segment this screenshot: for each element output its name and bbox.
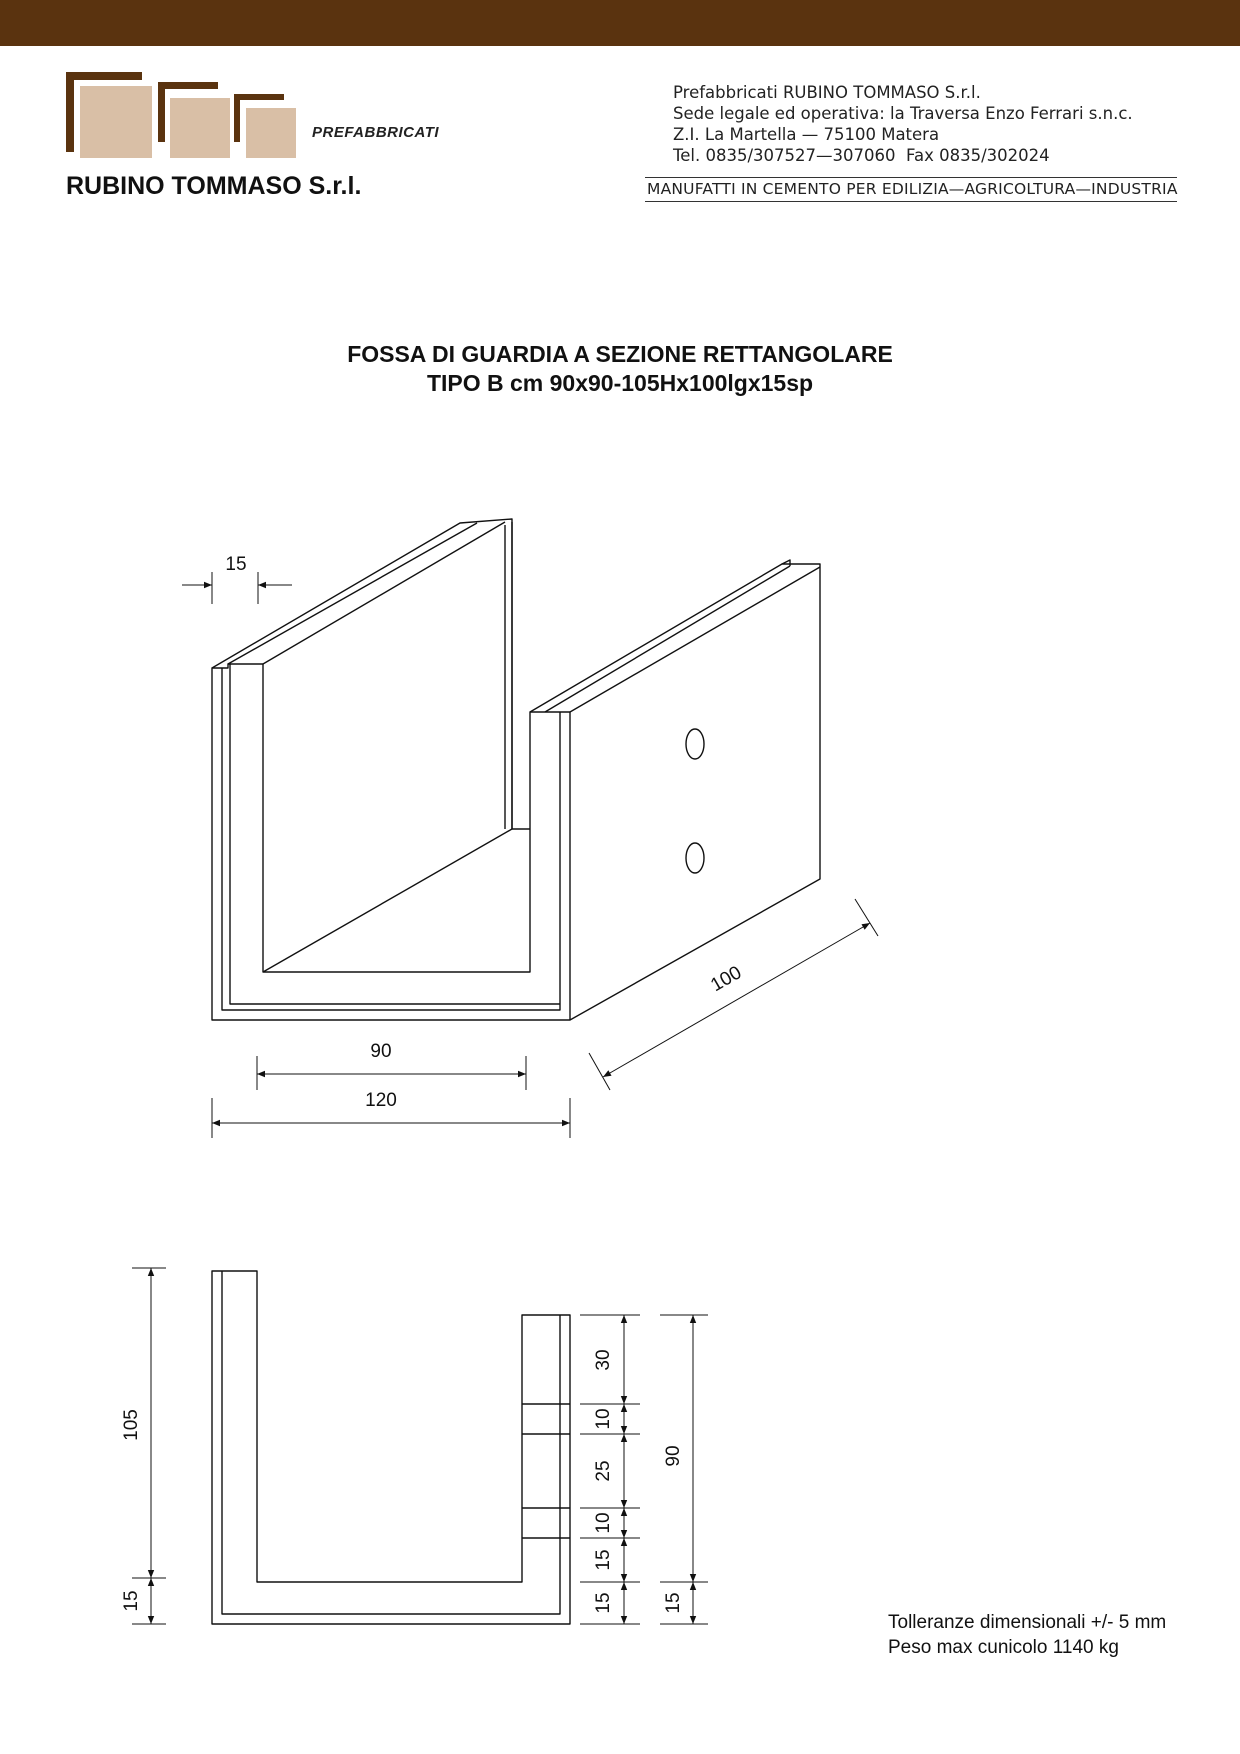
section-inner-line bbox=[222, 1271, 560, 1614]
dim-right-height: 90 bbox=[663, 1445, 684, 1467]
dim-seg-3: 25 bbox=[593, 1460, 614, 1482]
iso-front-outer bbox=[212, 664, 570, 1020]
iso-left-wall-face bbox=[263, 522, 505, 664]
dim-wall-thickness: 15 bbox=[225, 554, 247, 575]
dim-seg-1: 30 bbox=[593, 1349, 614, 1371]
dim-seg-4: 10 bbox=[593, 1512, 614, 1534]
info-line-address: Sede legale ed operativa: la Traversa Enzo Ferrari s.n.c. bbox=[673, 104, 1133, 123]
iso-left-wall-top bbox=[212, 519, 512, 829]
dim-seg-5: 15 bbox=[593, 1549, 614, 1571]
iso-right-wall-top-3 bbox=[545, 566, 790, 712]
info-line-city: Z.I. La Martella — 75100 Matera bbox=[673, 125, 940, 144]
section-view bbox=[212, 1271, 570, 1624]
dim-left-base: 15 bbox=[121, 1590, 142, 1612]
dim-seg-2: 10 bbox=[593, 1408, 614, 1430]
iso-left-wall-top-2 bbox=[228, 523, 477, 664]
tolerance-note: Tolleranze dimensionali +/- 5 mm bbox=[888, 1612, 1167, 1633]
dim-outer-width: 120 bbox=[365, 1090, 397, 1111]
company-name: RUBINO TOMMASO S.r.l. bbox=[66, 172, 362, 200]
iso-right-wall-top-2 bbox=[570, 567, 820, 712]
weight-note: Peso max cunicolo 1140 kg bbox=[888, 1637, 1119, 1658]
info-line-phone: Tel. 0835/307527—307060 Fax 0835/302024 bbox=[673, 146, 1050, 165]
iso-floor-diagonal bbox=[263, 829, 512, 972]
dim-left-height: 105 bbox=[121, 1409, 142, 1441]
info-line-company: Prefabbricati RUBINO TOMMASO S.r.l. bbox=[673, 83, 981, 102]
drawing-subtitle: TIPO B cm 90x90-105Hx100lgx15sp bbox=[426, 370, 814, 396]
drawing-title: FOSSA DI GUARDIA A SEZIONE RETTANGOLARE bbox=[347, 341, 893, 367]
section-outer bbox=[212, 1271, 570, 1624]
dim-length: 100 bbox=[707, 962, 746, 997]
iso-right-wall-notch bbox=[782, 560, 790, 566]
iso-hole-upper bbox=[686, 729, 704, 759]
tagline-text: MANUFATTI IN CEMENTO PER EDILIZIA—AGRICOLTURA—INDUSTRIA bbox=[647, 180, 1178, 198]
section-dimension-lines bbox=[132, 1268, 708, 1624]
dim-seg-6: 15 bbox=[593, 1592, 614, 1614]
dim-inner-width: 90 bbox=[370, 1041, 392, 1062]
isometric-view bbox=[212, 519, 820, 1020]
iso-right-wall-top bbox=[530, 564, 820, 1020]
dim-right-base: 15 bbox=[663, 1592, 684, 1614]
iso-front-inner-line-2 bbox=[230, 664, 560, 1004]
logo-tagline: PREFABBRICATI bbox=[312, 124, 440, 141]
iso-front-inner-line bbox=[222, 668, 560, 1010]
iso-hole-lower bbox=[686, 843, 704, 873]
